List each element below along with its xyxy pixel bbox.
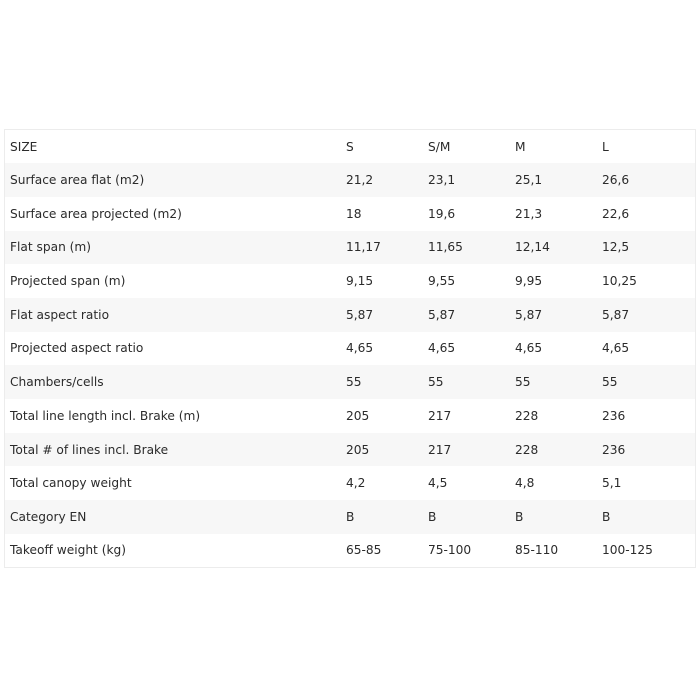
row-value-l: 5,87: [602, 307, 630, 322]
row-value-sm: 217: [428, 408, 452, 423]
specifications-table-body: [5, 130, 696, 568]
row-value-s: 5,87: [346, 307, 374, 322]
table-row: [5, 500, 696, 534]
row-value-sm: B: [428, 509, 437, 524]
header-size-label: SIZE: [10, 139, 38, 154]
row-label: Total line length incl. Brake (m): [10, 408, 201, 423]
row-value-s: B: [346, 509, 355, 524]
row-value-sm: 19,6: [428, 206, 456, 221]
row-value-m: 228: [515, 442, 539, 457]
row-value-m: 228: [515, 408, 539, 423]
row-label: Projected span (m): [10, 274, 126, 289]
row-value-l: 236: [602, 442, 626, 457]
row-value-l: 55: [602, 375, 618, 390]
row-value-s: 11,17: [346, 240, 381, 255]
row-value-m: 4,8: [515, 476, 535, 491]
table-row: [5, 466, 696, 500]
row-label: Total canopy weight: [10, 476, 132, 491]
row-value-m: 12,14: [515, 240, 550, 255]
row-label: Chambers/cells: [10, 375, 104, 390]
row-value-l: B: [602, 509, 611, 524]
row-label: Flat aspect ratio: [10, 307, 110, 322]
specifications-table: [4, 129, 696, 568]
table-row: [5, 433, 696, 467]
row-value-l: 5,1: [602, 476, 622, 491]
row-value-m: 5,87: [515, 307, 543, 322]
row-value-sm: 4,65: [428, 341, 456, 356]
row-value-m: 9,95: [515, 274, 543, 289]
row-value-s: 55: [346, 375, 362, 390]
row-value-l: 4,65: [602, 341, 630, 356]
row-value-s: 4,2: [346, 476, 366, 491]
table-row: [5, 298, 696, 332]
header-size-s: S: [346, 139, 354, 154]
row-value-l: 26,6: [602, 173, 630, 188]
header-size-l: L: [602, 139, 609, 154]
row-value-s: 21,2: [346, 173, 374, 188]
row-value-sm: 4,5: [428, 476, 448, 491]
table-row: [5, 332, 696, 366]
row-value-l: 100-125: [602, 543, 653, 558]
row-label: Flat span (m): [10, 240, 92, 255]
row-value-sm: 55: [428, 375, 444, 390]
row-value-sm: 75-100: [428, 543, 472, 558]
row-value-s: 205: [346, 442, 370, 457]
row-label: Total # of lines incl. Brake: [10, 442, 169, 457]
row-value-m: 85-110: [515, 543, 559, 558]
table-row: [5, 534, 696, 568]
row-value-s: 65-85: [346, 543, 382, 558]
table-row: [5, 264, 696, 298]
row-value-m: 21,3: [515, 206, 543, 221]
table-row: [5, 399, 696, 433]
row-value-sm: 9,55: [428, 274, 456, 289]
row-label: Surface area projected (m2): [10, 206, 182, 221]
row-value-l: 12,5: [602, 240, 630, 255]
row-label: Category EN: [10, 509, 87, 524]
row-value-s: 4,65: [346, 341, 374, 356]
row-value-m: 25,1: [515, 173, 543, 188]
row-value-sm: 11,65: [428, 240, 463, 255]
row-value-l: 236: [602, 408, 626, 423]
row-label: Surface area flat (m2): [10, 173, 145, 188]
row-value-sm: 23,1: [428, 173, 456, 188]
table-row: [5, 231, 696, 265]
row-label: Takeoff weight (kg): [10, 543, 127, 558]
row-value-sm: 5,87: [428, 307, 456, 322]
row-value-m: 4,65: [515, 341, 543, 356]
row-value-l: 22,6: [602, 206, 630, 221]
row-value-sm: 217: [428, 442, 452, 457]
table-header-row: [5, 130, 696, 164]
row-value-m: B: [515, 509, 524, 524]
table-row: [5, 197, 696, 231]
table-row: [5, 163, 696, 197]
row-label: Projected aspect ratio: [10, 341, 144, 356]
row-value-s: 18: [346, 206, 362, 221]
row-value-s: 9,15: [346, 274, 374, 289]
row-value-l: 10,25: [602, 274, 637, 289]
row-value-m: 55: [515, 375, 531, 390]
header-size-sm: S/M: [428, 139, 451, 154]
table-row: [5, 365, 696, 399]
header-size-m: M: [515, 139, 526, 154]
row-value-s: 205: [346, 408, 370, 423]
